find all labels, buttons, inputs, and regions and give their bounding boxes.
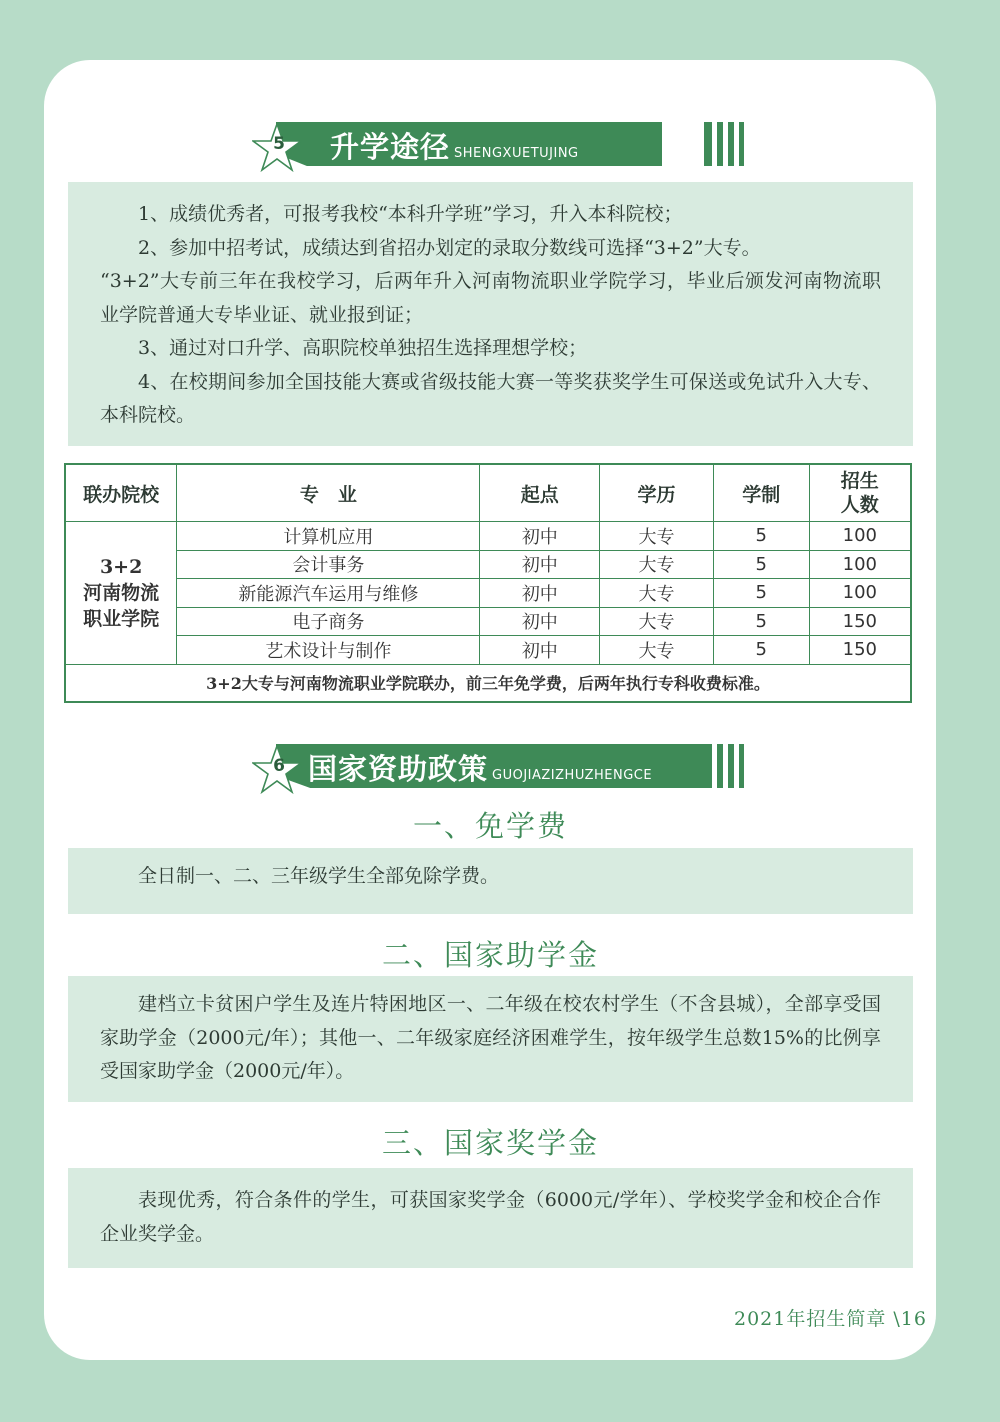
degree-cell: 大专 bbox=[600, 607, 714, 636]
school-cell bbox=[65, 522, 177, 665]
section-pinyin: SHENGXUETUJING bbox=[454, 146, 579, 161]
section-pinyin: GUOJIAZIZHUZHENGCE bbox=[492, 768, 653, 783]
degree-cell: 大专 bbox=[600, 522, 714, 551]
section-5-header bbox=[258, 122, 748, 166]
paragraph: 建档立卡贫困户学生及连片特困地区一、二年级在校农村学生（不含县城），全部享受国家助学金（2000元/年）；其他一、二年级家庭经济困难学生，按年级学生总数15%的比例享受国家助学金（2000元/年）。 bbox=[100, 993, 881, 1082]
paragraph: 全日制一、二、三年级学生全部免除学费。 bbox=[138, 865, 500, 887]
start-cell: 初中 bbox=[480, 550, 600, 579]
degree-cell: 大专 bbox=[600, 636, 714, 665]
paragraph: 1、成绩优秀者，可报考我校“本科升学班”学习，升入本科院校； bbox=[138, 203, 683, 225]
degree-cell: 大专 bbox=[600, 550, 714, 579]
paragraph: “3+2”大专前三年在我校学习，后两年升入河南物流职业学院学习，毕业后颁发河南物流职业学院普通大专毕业证、就业报到证； bbox=[100, 270, 881, 326]
header-stripes bbox=[704, 122, 748, 166]
section-number: 5 bbox=[273, 134, 285, 154]
scholarship-panel bbox=[68, 1168, 913, 1268]
tuition-panel bbox=[68, 848, 913, 914]
header-cell: 起点 bbox=[480, 464, 600, 522]
major-cell: 新能源汽车运用与维修 bbox=[177, 579, 480, 608]
header-stripes bbox=[704, 744, 748, 788]
start-cell: 初中 bbox=[480, 607, 600, 636]
school-line: 职业学院 bbox=[83, 607, 160, 630]
section-number: 6 bbox=[273, 756, 285, 776]
section-title: 国家资助政策 GUOJIAZIZHUZHENGCE bbox=[308, 752, 653, 786]
count-cell: 100 bbox=[809, 579, 911, 608]
table-row bbox=[65, 579, 911, 608]
header-cell: 联办院校 bbox=[65, 464, 177, 522]
subsection-title: 三、国家奖学金 bbox=[381, 1126, 599, 1160]
subsection-title: 二、国家助学金 bbox=[381, 938, 599, 972]
program-table bbox=[64, 463, 912, 703]
table-row bbox=[65, 607, 911, 636]
table-header-row bbox=[65, 464, 911, 522]
count-cell: 100 bbox=[809, 522, 911, 551]
section-6-header bbox=[258, 744, 748, 788]
paragraph: 4、在校期间参加全国技能大赛或省级技能大赛一等奖获奖学生可保送或免试升入大专、本科院校。 bbox=[100, 370, 881, 426]
page-footer: 2021年招生简章 \16 bbox=[734, 1308, 927, 1330]
header-cell: 学制 bbox=[713, 464, 809, 522]
header-cell: 招生人数 bbox=[809, 464, 911, 522]
count-cell: 150 bbox=[809, 636, 911, 665]
section-5-panel bbox=[68, 182, 913, 446]
school-line: 3+2 bbox=[99, 555, 143, 578]
grant-panel bbox=[68, 976, 913, 1102]
school-line: 河南物流 bbox=[83, 581, 160, 604]
count-cell: 100 bbox=[809, 550, 911, 579]
table-row bbox=[65, 522, 911, 551]
major-cell: 电子商务 bbox=[177, 607, 480, 636]
table-note-row bbox=[65, 664, 911, 702]
paragraph: 2、参加中招考试，成绩达到省招办划定的录取分数线可选择“3+2”大专。 bbox=[138, 236, 761, 259]
years-cell: 5 bbox=[713, 522, 809, 551]
years-cell: 5 bbox=[713, 636, 809, 665]
paragraph: 3、通过对口升学、高职院校单独招生选择理想学校； bbox=[138, 337, 588, 359]
start-cell: 初中 bbox=[480, 579, 600, 608]
table-row bbox=[65, 636, 911, 665]
count-cell: 150 bbox=[809, 607, 911, 636]
years-cell: 5 bbox=[713, 579, 809, 608]
header-cell: 专 业 bbox=[177, 464, 480, 522]
table-note: 3+2大专与河南物流职业学院联办，前三年免学费，后两年执行专科收费标准。 bbox=[65, 664, 911, 702]
degree-cell: 大专 bbox=[600, 579, 714, 608]
years-cell: 5 bbox=[713, 607, 809, 636]
major-cell: 艺术设计与制作 bbox=[177, 636, 480, 665]
subsection-title: 一、免学费 bbox=[412, 809, 568, 843]
paragraph: 表现优秀，符合条件的学生，可获国家奖学金（6000元/学年）、学校奖学金和校企合作企业奖学金。 bbox=[100, 1189, 881, 1245]
years-cell: 5 bbox=[713, 550, 809, 579]
header-cell: 学历 bbox=[600, 464, 714, 522]
table-row bbox=[65, 550, 911, 579]
major-cell: 计算机应用 bbox=[177, 522, 480, 551]
start-cell: 初中 bbox=[480, 522, 600, 551]
section-title: 升学途径 SHENGXUETUJING bbox=[330, 130, 579, 164]
major-cell: 会计事务 bbox=[177, 550, 480, 579]
start-cell: 初中 bbox=[480, 636, 600, 665]
